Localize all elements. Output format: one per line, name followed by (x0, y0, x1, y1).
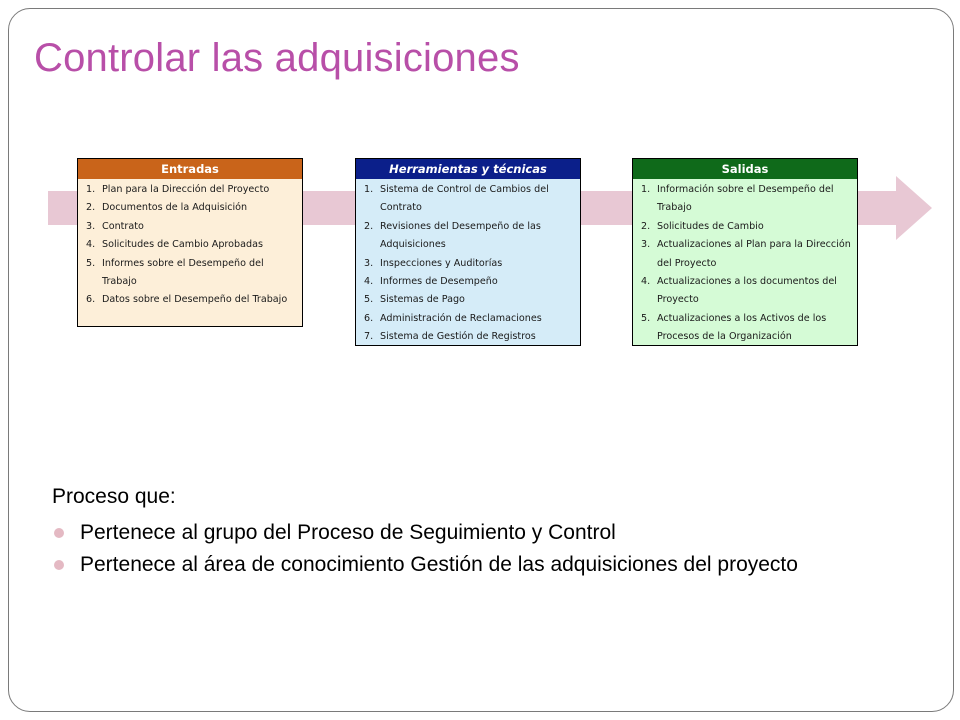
outputs-item: 2. Solicitudes de Cambio (641, 220, 764, 232)
outputs-item: 4. Actualizaciones a los documentos del Proyecto (641, 276, 837, 306)
inputs-header: Entradas (78, 159, 302, 179)
bullet-text: Pertenece al área de conocimiento Gestión de las adquisiciones del proyecto (80, 553, 798, 576)
inputs-item: 2. Documentos de la Adquisición (86, 202, 248, 214)
tools-item: 4. Informes de Desempeño (364, 276, 498, 288)
tools-item: 6. Administración de Reclamaciones (364, 312, 542, 324)
inputs-box (77, 158, 303, 327)
inputs-item: 5. Informes sobre el Desempeño del Trabajo (86, 257, 264, 288)
inputs-item: 4. Solicitudes de Cambio Aprobadas (86, 239, 263, 251)
inputs-item: 1. Plan para la Dirección del Proyecto (86, 184, 270, 195)
bullet-dot-icon (54, 560, 64, 570)
tools-list (356, 179, 580, 349)
outputs-item: 3. Actualizaciones al Plan para la Dirección del Proyecto (641, 239, 851, 269)
outputs-box (632, 158, 858, 346)
inputs-item: 6. Datos sobre el Desempeño del Trabajo (86, 294, 288, 306)
tools-item: 3. Inspecciones y Auditorías (364, 257, 503, 269)
body-text (52, 484, 912, 584)
outputs-header: Salidas (633, 159, 857, 179)
tools-header: Herramientas y técnicas (356, 159, 580, 179)
bullet-item (52, 552, 912, 577)
outputs-list (633, 179, 857, 349)
slide-title: Controlar las adquisiciones (34, 36, 520, 80)
process-intro: Proceso que: (52, 485, 176, 508)
outputs-item: 1. Información sobre el Desempeño del Trabajo (641, 184, 834, 214)
inputs-list (78, 179, 302, 312)
outputs-item: 5. Actualizaciones a los Activos de los Procesos de la Organización (641, 312, 827, 343)
tools-item: 5. Sistemas de Pago (364, 294, 465, 306)
slide-frame (8, 8, 954, 712)
inputs-item: 3. Contrato (86, 220, 144, 232)
bullet-dot-icon (54, 528, 64, 538)
bullet-item (52, 520, 912, 545)
tools-item: 2. Revisiones del Desempeño de las Adquisiciones (364, 220, 541, 251)
tools-item: 7. Sistema de Gestión de Registros (364, 331, 536, 343)
tools-item: 1. Sistema de Control de Cambios del Contrato (364, 184, 549, 214)
tools-box (355, 158, 581, 346)
bullet-list (52, 520, 912, 577)
bullet-text: Pertenece al grupo del Proceso de Seguimiento y Control (80, 521, 616, 544)
